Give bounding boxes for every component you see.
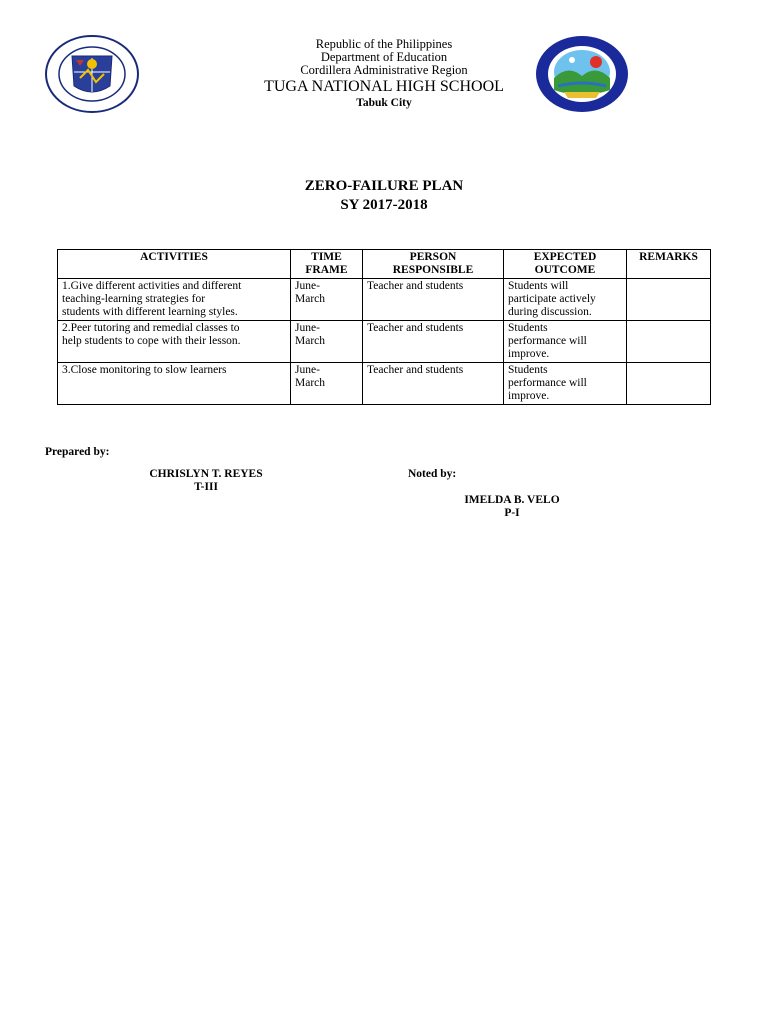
plan-year: SY 2017-2018 bbox=[340, 197, 428, 213]
activity-line: 1.Give different activities and different bbox=[62, 280, 242, 292]
activity-line: 3.Close monitoring to slow learners bbox=[62, 364, 227, 376]
outcome-line: Students will bbox=[508, 280, 569, 292]
activity-cell bbox=[58, 363, 291, 405]
noted-by-label: Noted by: bbox=[408, 468, 457, 480]
col-header-time-line2: FRAME bbox=[305, 264, 348, 276]
time-line: June- bbox=[295, 280, 320, 292]
time-line: March bbox=[295, 377, 326, 389]
col-header-time-frame bbox=[291, 250, 363, 279]
prepared-by-name: CHRISLYN T. REYES bbox=[149, 468, 263, 480]
outcome-line: performance will bbox=[508, 377, 587, 389]
school-name: TUGA NATIONAL HIGH SCHOOL bbox=[264, 78, 504, 95]
outcome-line: improve. bbox=[508, 348, 550, 360]
noted-by-title: P-I bbox=[504, 507, 520, 519]
activity-line: students with different learning styles. bbox=[62, 306, 238, 318]
col-header-expected-line1: EXPECTED bbox=[533, 251, 597, 263]
col-header-activities bbox=[58, 250, 291, 279]
remarks-cell bbox=[627, 321, 711, 363]
col-header-remarks-text: REMARKS bbox=[639, 251, 698, 263]
col-header-person-line1: PERSON bbox=[409, 251, 457, 263]
remarks-cell bbox=[627, 363, 711, 405]
outcome-cell bbox=[504, 363, 627, 405]
col-header-expected bbox=[504, 250, 627, 279]
col-header-activities-text: ACTIVITIES bbox=[140, 251, 208, 263]
activity-line: 2.Peer tutoring and remedial classes to bbox=[62, 322, 240, 334]
header-department: Department of Education bbox=[320, 50, 448, 64]
col-header-person-line2: RESPONSIBLE bbox=[392, 264, 474, 276]
time-cell bbox=[291, 279, 363, 321]
activity-cell bbox=[58, 321, 291, 363]
header-republic: Republic of the Philippines bbox=[315, 37, 453, 51]
outcome-line: Students bbox=[508, 322, 548, 334]
table-row bbox=[58, 363, 711, 405]
col-header-expected-line2: OUTCOME bbox=[534, 264, 596, 276]
time-cell bbox=[291, 321, 363, 363]
noted-by-name: IMELDA B. VELO bbox=[464, 494, 560, 506]
outcome-cell bbox=[504, 321, 627, 363]
outcome-line: Students bbox=[508, 364, 548, 376]
activity-line: teaching-learning strategies for bbox=[62, 293, 206, 305]
outcome-line: performance will bbox=[508, 335, 587, 347]
col-header-person bbox=[363, 250, 504, 279]
time-line: March bbox=[295, 293, 326, 305]
remarks-cell bbox=[627, 279, 711, 321]
person-cell: Teacher and students bbox=[363, 363, 504, 405]
school-city: Tabuk City bbox=[356, 97, 412, 109]
prepared-by-label: Prepared by: bbox=[45, 446, 110, 458]
activity-cell bbox=[58, 279, 291, 321]
time-line: June- bbox=[295, 364, 320, 376]
person-cell: Teacher and students bbox=[363, 321, 504, 363]
time-line: March bbox=[295, 335, 326, 347]
time-cell bbox=[291, 363, 363, 405]
outcome-line: improve. bbox=[508, 390, 550, 402]
table-row bbox=[58, 321, 711, 363]
time-line: June- bbox=[295, 322, 320, 334]
prepared-by-title: T-III bbox=[194, 481, 218, 493]
table-row bbox=[58, 279, 711, 321]
activity-line: help students to cope with their lesson. bbox=[62, 335, 241, 347]
header-region: Cordillera Administrative Region bbox=[300, 63, 468, 77]
outcome-cell bbox=[504, 279, 627, 321]
person-cell: Teacher and students bbox=[363, 279, 504, 321]
plan-table bbox=[57, 249, 711, 405]
outcome-line: participate actively bbox=[508, 293, 596, 305]
col-header-remarks bbox=[627, 250, 711, 279]
table-header-row bbox=[58, 250, 711, 279]
plan-title: ZERO-FAILURE PLAN bbox=[304, 178, 464, 194]
outcome-line: during discussion. bbox=[508, 306, 592, 318]
col-header-time-line1: TIME bbox=[311, 251, 342, 263]
school-seal-logo bbox=[534, 34, 630, 119]
